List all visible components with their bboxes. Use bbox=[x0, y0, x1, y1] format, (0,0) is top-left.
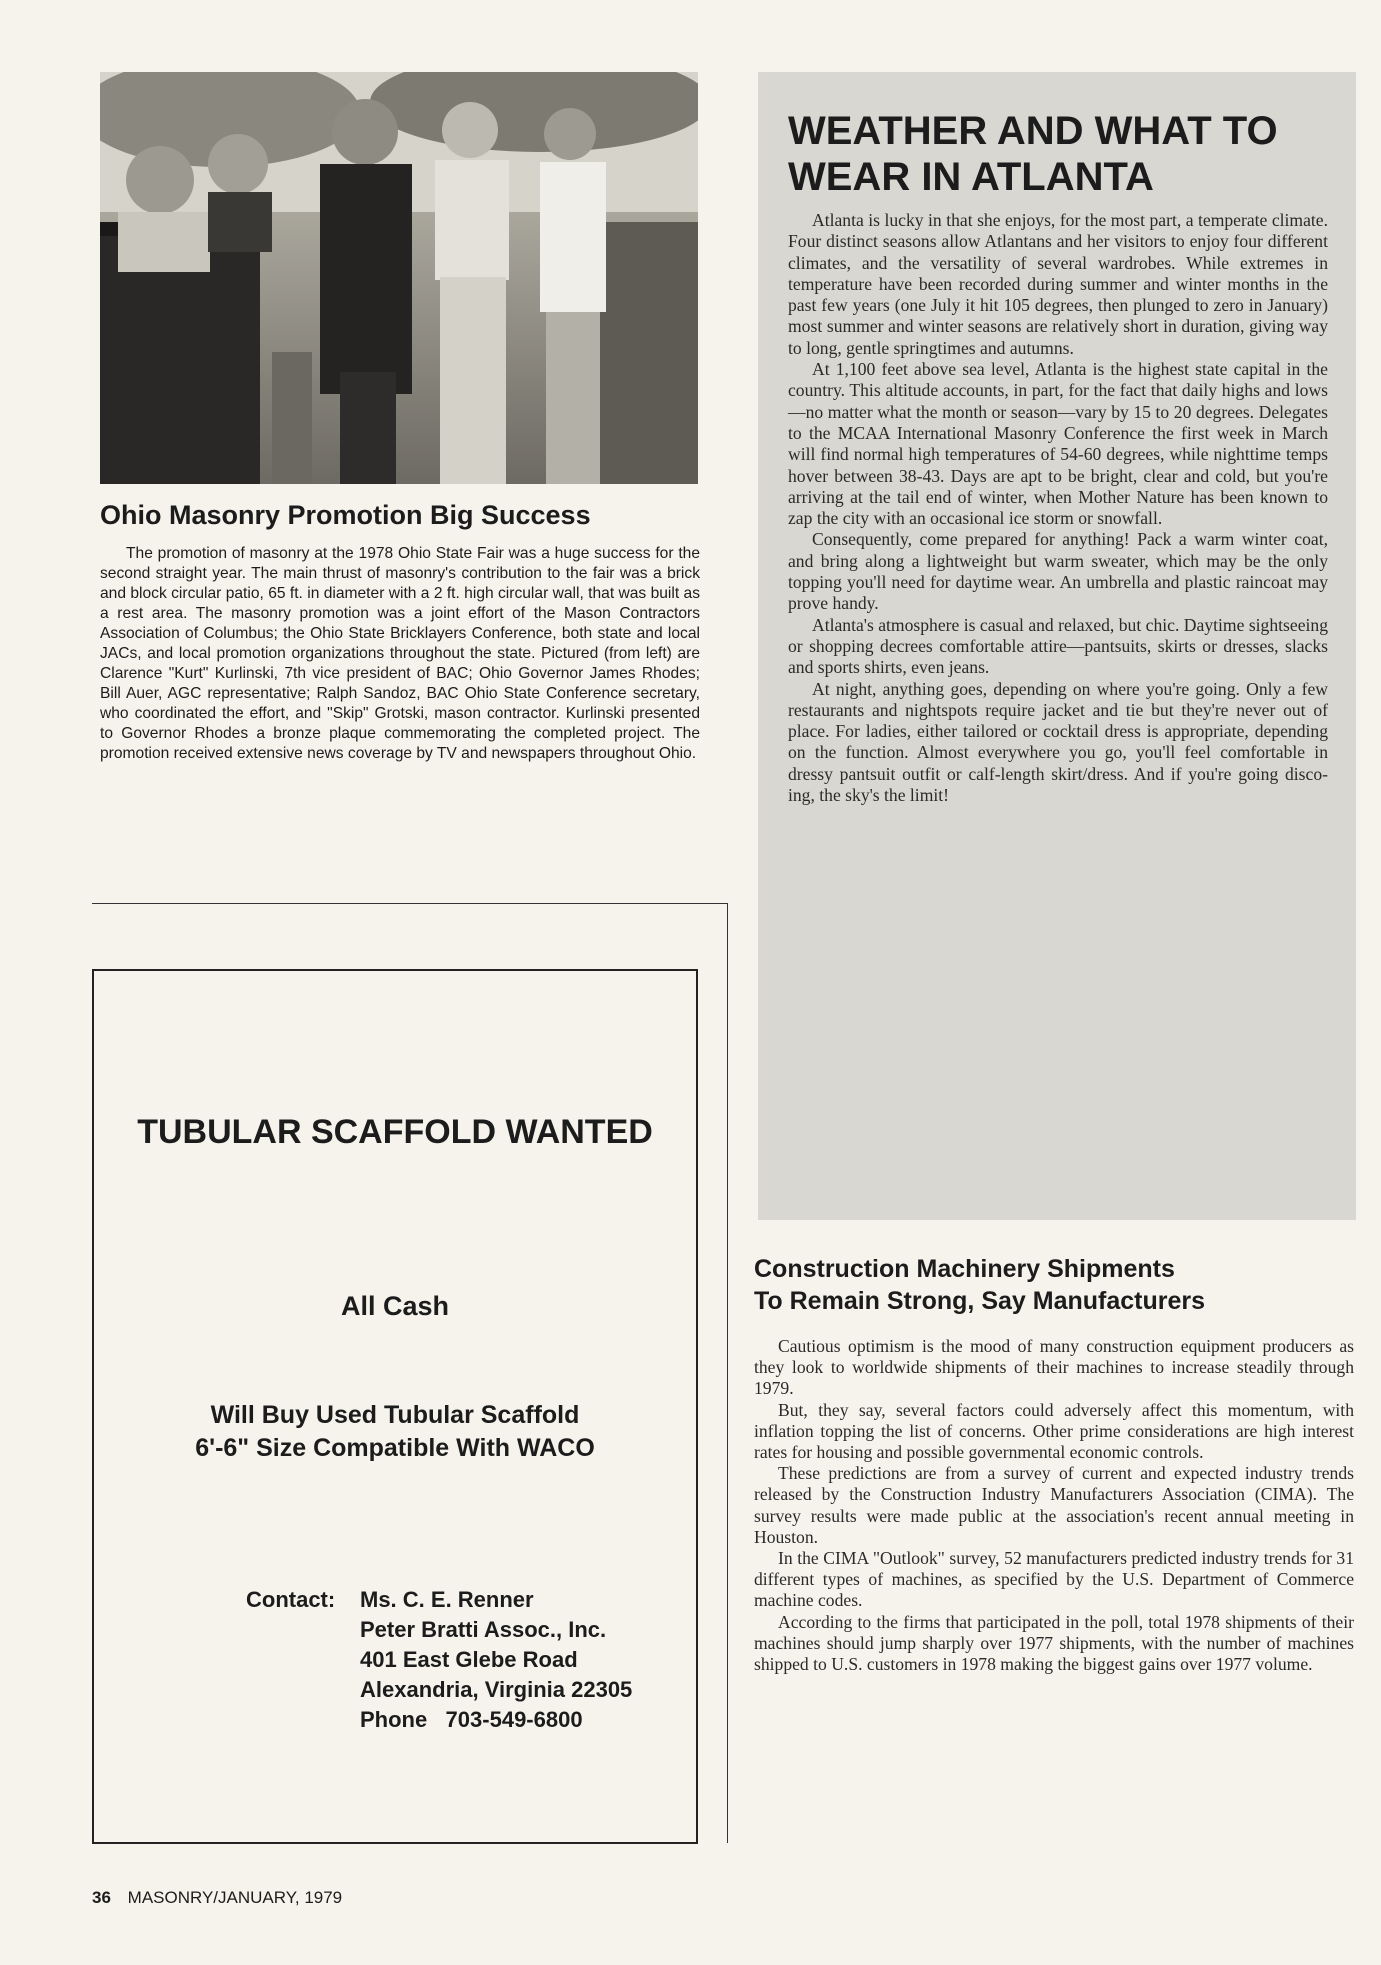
page-number: 36 bbox=[92, 1888, 111, 1907]
page-footer bbox=[92, 1888, 342, 1908]
weather-body bbox=[788, 210, 1328, 806]
ad-buy-line: 6'-6" Size Compatible With WACO bbox=[195, 1434, 595, 1462]
machinery-headline-line: To Remain Strong, Say Manufacturers bbox=[754, 1287, 1206, 1315]
machinery-paragraph: In the CIMA "Outlook" survey, 52 manufacturers predicted industry trends for 31 different types of machines, as specified by the U.S. Department of Commerce machine codes. bbox=[754, 1548, 1354, 1611]
ad-buy-line: Will Buy Used Tubular Scaffold bbox=[210, 1401, 580, 1429]
machinery-paragraph: These predictions are from a survey of current and expected industry trends released by the Construction Industry Manufacturers Association (CIMA). The survey results were made public at the association's recent annual meeting in Houston. bbox=[754, 1463, 1354, 1547]
weather-paragraph: At 1,100 feet above sea level, Atlanta is the highest state capital in the country. This altitude accounts, in part, for the fact that daily highs and lows—no matter what the month or season—vary by 15 to 20 degrees. Delegates to the MCAA International Masonry Conference the first week in March will find normal high temperatures of 54-60 degrees, while nighttime temps hover between 38-43. Days are apt to be bright, clear and cold, but you're arriving at the tail end of winter, when Mother Nature has been known to zap the city with an occasional ice storm or snowfall. bbox=[788, 359, 1328, 529]
contact-city: Alexandria, Virginia 22305 bbox=[360, 1677, 633, 1702]
weather-paragraph: At night, anything goes, depending on where you're going. Only a few restaurants and nightspots require jacket and tie but they're never out of place. For ladies, either tailored or cocktail dress is appropriate, depending on the function. Almost everywhere you go, you'll feel comfortable in dressy pantsuit outfit or calf-length skirt/dress. And if you're going disco-ing, the sky's the limit! bbox=[788, 678, 1328, 806]
contact-street: 401 East Glebe Road bbox=[360, 1647, 578, 1672]
contact-details bbox=[360, 1585, 680, 1735]
ad-title: TUBULAR SCAFFOLD WANTED bbox=[137, 1113, 653, 1151]
contact-phone: Phone 703-549-6800 bbox=[360, 1707, 583, 1732]
contact-label: Contact: bbox=[246, 1587, 336, 1612]
photo-scene bbox=[100, 72, 698, 484]
ohio-fair-photo bbox=[100, 72, 698, 484]
contact-company: Peter Bratti Assoc., Inc. bbox=[360, 1617, 607, 1642]
machinery-paragraph: According to the firms that participated in the poll, total 1978 shipments of their machines should jump sharply over 1977 shipments, with the number of machines shipped to U.S. customers in 1978 making the biggest gains over 1977 volume. bbox=[754, 1611, 1354, 1675]
divider-horizontal bbox=[92, 903, 728, 904]
machinery-headline bbox=[754, 1253, 1354, 1317]
divider-vertical bbox=[727, 903, 728, 1843]
contact-name: Ms. C. E. Renner bbox=[360, 1587, 534, 1612]
ohio-headline: Ohio Masonry Promotion Big Success bbox=[100, 500, 591, 530]
ohio-body-text: The promotion of masonry at the 1978 Ohio State Fair was a huge success for the second straight year. The main thrust of masonry's contribution to the fair was a brick and block circular patio, 65 ft. in diameter with a 2 ft. high circular wall, that was built as a rest area. The masonry promotion was a joint effort of the Mason Contractors Association of Columbus; the Ohio State Bricklayers Conference, both state and local JACs, and local promotion organizations throughout the state. Pictured (from left) are Clarence "Kurt" Kurlinski, 7th vice president of BAC; Ohio Governor James Rhodes; Bill Auer, AGC representative; Ralph Sandoz, BAC Ohio State Conference secretary, who coordinated the effort, and "Skip" Grotski, mason contractor. Kurlinski presented to Governor Rhodes a bronze plaque commemorating the completed project. The promotion received extensive news coverage by TV and newspapers throughout Ohio. bbox=[100, 545, 700, 762]
machinery-headline-line: Construction Machinery Shipments bbox=[754, 1255, 1175, 1283]
machinery-paragraph: Cautious optimism is the mood of many construction equipment producers as they look to worldwide shipments of their machines to increase steadily through 1979. bbox=[754, 1336, 1354, 1399]
weather-headline: WEATHER AND WHAT TO WEAR IN ATLANTA bbox=[788, 109, 1278, 199]
ad-buy-text bbox=[94, 1399, 696, 1465]
weather-paragraph: Consequently, come prepared for anything! Pack a warm winter coat, and bring along a lightweight but warm sweater, which may be the only topping you'll need for daytime wear. An umbrella and plastic raincoat may prove handy. bbox=[788, 529, 1328, 614]
ad-cash: All Cash bbox=[340, 1291, 450, 1321]
weather-paragraph: Atlanta's atmosphere is casual and relaxed, but chic. Daytime sightseeing or shopping decrees comfortable attire—pantsuits, skirts or dresses, slacks and sports shirts, even jeans. bbox=[788, 614, 1328, 678]
publication-line: MASONRY/JANUARY, 1979 bbox=[127, 1888, 343, 1907]
scaffold-ad bbox=[92, 969, 698, 1844]
machinery-body bbox=[754, 1336, 1354, 1675]
machinery-paragraph: But, they say, several factors could adversely affect this momentum, with inflation topping the list of concerns. Other prime considerations are high interest rates for housing and possible governmental economic controls. bbox=[754, 1399, 1354, 1463]
weather-paragraph: Atlanta is lucky in that she enjoys, for the most part, a temperate climate. Four distinct seasons allow Atlantans and her visitors to enjoy four different climates, and the versatility of several wardrobes. While extremes in temperature have been recorded during summer and winter months in the past few years (one July it hit 105 degrees, then plunged to zero in January) most summer and winter seasons are relatively short in duration, giving way to long, gentle springtimes and autumns. bbox=[788, 210, 1328, 358]
